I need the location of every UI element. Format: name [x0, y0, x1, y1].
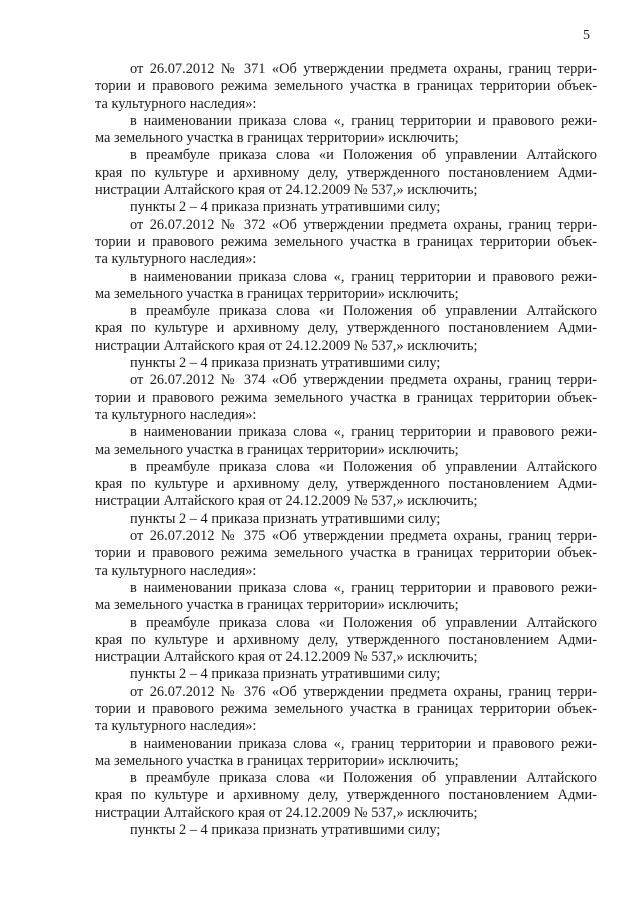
- document-line: в наименовании приказа слова «, границ территории и правового режи-: [130, 268, 597, 285]
- document-line: ма земельного участка в границах территории» исключить;: [95, 130, 459, 147]
- document-line: нистрации Алтайского края от 24.12.2009 № 537,» исключить;: [95, 182, 478, 199]
- document-line: ма земельного участка в границах территории» исключить;: [95, 285, 459, 302]
- document-line: в наименовании приказа слова «, границ территории и правового режи-: [130, 735, 597, 752]
- document-line: в преамбуле приказа слова «и Положения об управлении Алтайского: [130, 770, 597, 787]
- document-line: в наименовании приказа слова «, границ территории и правового режи-: [130, 112, 597, 129]
- document-line: в наименовании приказа слова «, границ территории и правового режи-: [130, 579, 597, 596]
- document-line: тории и правового режима земельного участка в границах территории объек-: [95, 233, 597, 250]
- document-line: ма земельного участка в границах территории» исключить;: [95, 597, 459, 614]
- document-line: в преамбуле приказа слова «и Положения об управлении Алтайского: [130, 458, 597, 475]
- document-line: от 26.07.2012 № 374 «Об утверждении предмета охраны, границ терри-: [130, 372, 597, 389]
- page-number: 5: [583, 28, 590, 43]
- document-line: от 26.07.2012 № 375 «Об утверждении предмета охраны, границ терри-: [130, 528, 597, 545]
- document-line: та культурного наследия»:: [95, 406, 257, 423]
- document-line: та культурного наследия»:: [95, 562, 257, 579]
- document-line: края по культуре и архивному делу, утвержденного постановлением Адми-: [95, 476, 597, 493]
- document-line: пункты 2 – 4 приказа признать утратившими силу;: [130, 666, 441, 683]
- document-line: ма земельного участка в границах территории» исключить;: [95, 441, 459, 458]
- document-line: от 26.07.2012 № 376 «Об утверждении предмета охраны, границ терри-: [130, 683, 597, 700]
- document-line: нистрации Алтайского края от 24.12.2009 № 537,» исключить;: [95, 493, 478, 510]
- document-line: в наименовании приказа слова «, границ территории и правового режи-: [130, 424, 597, 441]
- document-line: пункты 2 – 4 приказа признать утратившими силу;: [130, 822, 441, 839]
- document-line: пункты 2 – 4 приказа признать утратившими силу;: [130, 199, 441, 216]
- document-line: в преамбуле приказа слова «и Положения об управлении Алтайского: [130, 303, 597, 320]
- document-line: нистрации Алтайского края от 24.12.2009 № 537,» исключить;: [95, 337, 478, 354]
- document-line: тории и правового режима земельного участка в границах территории объек-: [95, 389, 597, 406]
- document-body: [95, 61, 597, 839]
- document-line: нистрации Алтайского края от 24.12.2009 № 537,» исключить;: [95, 649, 478, 666]
- document-line: та культурного наследия»:: [95, 95, 257, 112]
- document-line: тории и правового режима земельного участка в границах территории объек-: [95, 78, 597, 95]
- document-line: от 26.07.2012 № 371 «Об утверждении предмета охраны, границ терри-: [130, 61, 597, 77]
- document-line: от 26.07.2012 № 372 «Об утверждении предмета охраны, границ терри-: [130, 216, 597, 233]
- document-line: в преамбуле приказа слова «и Положения об управлении Алтайского: [130, 614, 597, 631]
- document-line: края по культуре и архивному делу, утвержденного постановлением Адми-: [95, 164, 597, 181]
- document-line: края по культуре и архивному делу, утвержденного постановлением Адми-: [95, 787, 597, 804]
- document-line: ма земельного участка в границах территории» исключить;: [95, 752, 459, 769]
- document-line: края по культуре и архивному делу, утвержденного постановлением Адми-: [95, 631, 597, 648]
- document-line: тории и правового режима земельного участка в границах территории объек-: [95, 545, 597, 562]
- document-line: та культурного наследия»:: [95, 718, 257, 735]
- document-line: пункты 2 – 4 приказа признать утратившими силу;: [130, 510, 441, 527]
- document-line: тории и правового режима земельного участка в границах территории объек-: [95, 700, 597, 717]
- document-line: нистрации Алтайского края от 24.12.2009 № 537,» исключить;: [95, 804, 478, 821]
- document-line: в преамбуле приказа слова «и Положения об управлении Алтайского: [130, 147, 597, 164]
- document-line: пункты 2 – 4 приказа признать утратившими силу;: [130, 355, 441, 372]
- document-line: края по культуре и архивному делу, утвержденного постановлением Адми-: [95, 320, 597, 337]
- document-line: та культурного наследия»:: [95, 251, 257, 268]
